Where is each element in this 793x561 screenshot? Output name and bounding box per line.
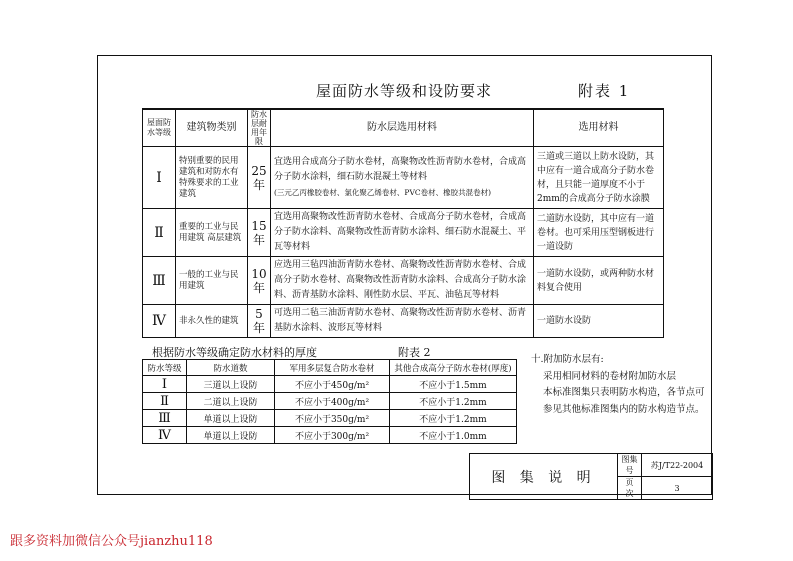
grade-cell: Ⅰ <box>143 376 187 393</box>
thickness-cell: 不应小于1.0mm <box>390 427 517 444</box>
grade-cell: Ⅱ <box>143 209 176 257</box>
table-row <box>143 393 517 410</box>
building-cell: 一般的工业与民用建筑 <box>176 257 248 305</box>
grade-cell: Ⅰ <box>143 147 176 209</box>
material-cell: 可选用二毡三油沥青防水卷材、高聚物改性沥青防水卷材、沥青基防水涂料、波形瓦等材料 <box>271 305 534 338</box>
life-cell: 5年 <box>248 305 271 338</box>
thickness-cell: 不应小于1.5mm <box>390 376 517 393</box>
title-block-name: 图 集 说 明 <box>470 454 618 500</box>
grade-cell: Ⅳ <box>143 427 187 444</box>
layers-cell: 单道以上设防 <box>187 410 275 427</box>
composite-cell: 不应小于300g/m² <box>275 427 390 444</box>
composite-cell: 不应小于350g/m² <box>275 410 390 427</box>
notes-line: 本标准图集只表明防水构造，各节点可 <box>543 387 705 398</box>
additional-notes <box>531 352 705 418</box>
material-thickness-table <box>142 359 517 444</box>
composite-cell: 不应小于400g/m² <box>275 393 390 410</box>
footer-watermark: 跟多资料加微信公众号jianzhu118 <box>10 534 213 549</box>
building-cell: 特别重要的民用建筑和对防水有特殊要求的工业建筑 <box>176 147 248 209</box>
selection-cell: 二道防水设防，其中应有一道卷材。也可采用压型钢板进行一道设防 <box>534 209 664 257</box>
waterproof-grade-table <box>142 108 664 338</box>
thickness-cell: 不应小于1.2mm <box>390 393 517 410</box>
life-cell: 10年 <box>248 257 271 305</box>
page-label: 页 次 <box>618 477 642 500</box>
table2-title: 根据防水等级确定防水材料的厚度 <box>152 346 317 359</box>
thickness-cell: 不应小于1.2mm <box>390 410 517 427</box>
table-row <box>143 410 517 427</box>
page-title: 屋面防水等级和设防要求 <box>316 82 493 100</box>
title-block <box>469 453 713 500</box>
grade-cell: Ⅲ <box>143 257 176 305</box>
page-number: 3 <box>642 477 713 500</box>
header-selection: 选用材料 <box>534 109 664 147</box>
header-life: 防水层耐用年限 <box>248 109 271 147</box>
atlas-number: 苏J/T22-2004 <box>642 454 713 477</box>
atlas-label: 图集号 <box>618 454 642 477</box>
building-cell: 重要的工业与民用建筑 高层建筑 <box>176 209 248 257</box>
header-building: 建筑物类别 <box>176 109 248 147</box>
table-row <box>143 305 664 338</box>
selection-cell: 三道或三道以上防水设防，其中应有一道合成高分子防水卷材，且只能一道厚度不小于2mm的合成高分子防水涂膜 <box>534 147 664 209</box>
notes-line: 采用相同材料的卷材附加防水层 <box>543 370 677 382</box>
header-cell: 军用多层复合防水卷材 <box>275 360 390 376</box>
grade-cell: Ⅲ <box>143 410 187 427</box>
table2-header-row <box>143 360 517 376</box>
table-row <box>143 209 664 257</box>
header-cell: 防水等级 <box>143 360 187 376</box>
table-row <box>143 257 664 305</box>
selection-cell: 一道防水设防 <box>534 305 664 338</box>
table1-header-row <box>143 109 664 147</box>
header-cell: 其他合成高分子防水卷材(厚度) <box>390 360 517 376</box>
layers-cell: 三道以上设防 <box>187 376 275 393</box>
table-row <box>143 427 517 444</box>
grade-cell: Ⅳ <box>143 305 176 338</box>
material-text: 宜选用合成高分子防水卷材，高聚物改性沥青防水卷材，合成高分子防水涂料，细石防水混凝土等材料 <box>274 157 527 182</box>
layers-cell: 单道以上设防 <box>187 427 275 444</box>
layers-cell: 二道以上设防 <box>187 393 275 410</box>
material-cell <box>271 147 534 209</box>
appendix2-label: 附表 2 <box>398 346 431 359</box>
header-grade: 屋面防水等级 <box>143 109 176 147</box>
notes-line: 参见其他标准图集内的防水构造节点。 <box>543 403 705 415</box>
building-cell: 非永久性的建筑 <box>176 305 248 338</box>
selection-cell: 一道防水设防，或两种防水材料复合使用 <box>534 257 664 305</box>
life-cell: 25年 <box>248 147 271 209</box>
table-row <box>143 376 517 393</box>
material-note: (三元乙丙橡胶卷材、氯化聚乙烯卷材、PVC卷材、橡胶共混卷材) <box>274 188 492 197</box>
material-cell: 应选用三毡四油沥青防水卷材、高聚物改性沥青防水卷材、合成高分子防水卷材、高聚物改性沥青防水涂料、合成高分子防水涂料、沥青基防水涂料、刚性防水层、平瓦、油毡瓦等材料 <box>271 257 534 305</box>
life-cell: 15年 <box>248 209 271 257</box>
header-material: 防水层选用材料 <box>271 109 534 147</box>
composite-cell: 不应小于450g/m² <box>275 376 390 393</box>
material-cell: 宜选用高聚物改性沥青防水卷材、合成高分子防水卷材，合成高分子防水涂料、高聚物改性沥青防水涂料、细石防水混凝土、平瓦等材料 <box>271 209 534 257</box>
grade-cell: Ⅱ <box>143 393 187 410</box>
header-cell: 防水道数 <box>187 360 275 376</box>
notes-heading: 十.附加防水层有: <box>531 354 604 365</box>
appendix1-label: 附表 1 <box>578 82 631 100</box>
table-row <box>143 147 664 209</box>
